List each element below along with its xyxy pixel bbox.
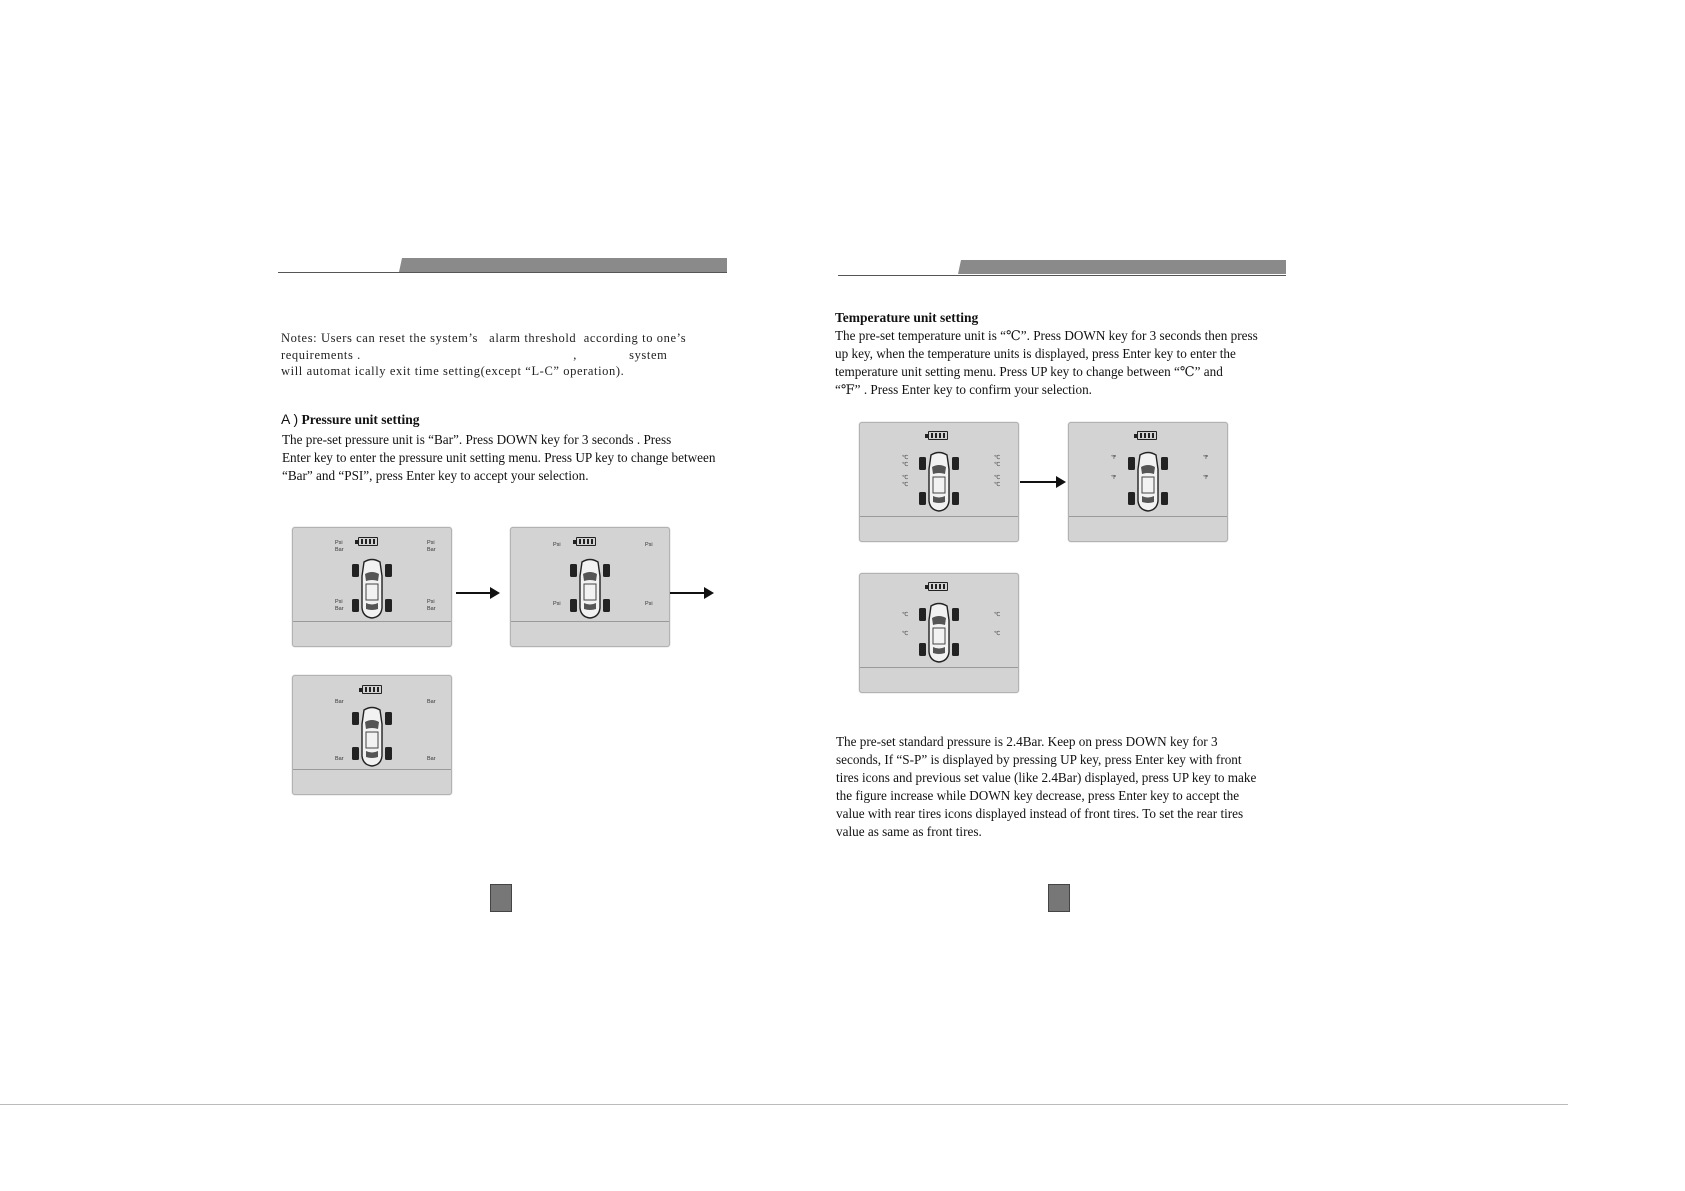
tire-unit-label: ℃ ℃ <box>994 475 1001 488</box>
tire-unit-label: Bar <box>335 756 344 762</box>
section-letter: A ) <box>281 411 299 427</box>
tire-unit-label: ℃ ℃ <box>902 475 909 488</box>
car-top-view-icon <box>352 704 392 768</box>
battery-icon <box>358 537 378 546</box>
lcd-display-psi-bar <box>292 527 452 647</box>
lcd-display-celsius-result <box>859 573 1019 693</box>
display-divider <box>1069 516 1227 517</box>
tire-unit-label: Bar <box>427 756 436 762</box>
lcd-display-psi <box>510 527 670 647</box>
car-top-view-icon <box>352 556 392 620</box>
car-top-view-icon <box>919 449 959 513</box>
section-title: Pressure unit setting <box>301 412 420 427</box>
pressure-unit-heading <box>281 411 420 428</box>
tire-unit-label: ℃ <box>902 612 909 618</box>
right-page <box>784 0 1568 1108</box>
temperature-unit-heading: Temperature unit setting <box>835 310 979 325</box>
battery-icon <box>928 582 948 591</box>
tire-unit-label: Bar <box>335 699 344 705</box>
header-rule <box>278 272 727 273</box>
car-top-view-icon <box>919 600 959 664</box>
bottom-rule <box>0 1104 1568 1105</box>
tire-unit-label: Psi <box>645 542 653 548</box>
tire-unit-label: ℉ <box>1203 475 1209 481</box>
battery-icon <box>576 537 596 546</box>
tire-unit-label: ℃ <box>994 612 1001 618</box>
standard-pressure-paragraph: The pre-set standard pressure is 2.4Bar. Keep on press DOWN key for 3 seconds, If “S-P” is displayed by pressing UP key, press Enter key with front tires icons and previous set value (like 2.4Bar) displayed, press UP key to make the figure increase while DOWN key decrease, press Enter key to accept the value with rear tires icons displayed instead of front tires. To set the rear tires value as same as front tires. <box>836 734 1257 839</box>
battery-icon <box>1137 431 1157 440</box>
display-divider <box>293 621 451 622</box>
page-number-box <box>490 884 512 912</box>
car-top-view-icon <box>1128 449 1168 513</box>
tire-unit-label: ℉ <box>1203 455 1209 461</box>
tire-unit-label: ℃ <box>994 631 1001 637</box>
tire-unit-label: Psi Bar <box>335 540 344 553</box>
tire-unit-label: ℃ ℃ <box>994 455 1001 468</box>
page-number-box <box>1048 884 1070 912</box>
notes-paragraph: Notes: Users can reset the system’s alarm threshold according to one’s requirements . , system will automat ically exit time setting(except “L-C” operation). <box>281 331 687 378</box>
tire-unit-label: Psi <box>553 542 561 548</box>
temperature-unit-paragraph: The pre-set temperature unit is “℃”. Press DOWN key for 3 seconds then press up key, when the temperature units is displayed, press Enter key to enter the temperature unit setting menu. Press UP key to change between “℃” and “℉” . Press Enter key to confirm your selection. <box>835 328 1258 397</box>
tire-unit-label: ℉ <box>1111 455 1117 461</box>
left-page <box>0 0 784 1108</box>
tire-unit-label: ℃ <box>902 631 909 637</box>
tire-unit-label: Psi Bar <box>335 599 344 612</box>
tire-unit-label: Psi Bar <box>427 599 436 612</box>
arrow-icon <box>1020 481 1064 483</box>
tire-unit-label: Psi Bar <box>427 540 436 553</box>
lcd-display-bar <box>292 675 452 795</box>
tire-unit-label: Bar <box>427 699 436 705</box>
battery-icon <box>362 685 382 694</box>
pressure-unit-paragraph: The pre-set pressure unit is “Bar”. Press DOWN key for 3 seconds . Press Enter key to enter the pressure unit setting menu. Press UP key to change between “Bar” and “PSI”, press Enter key to accept your selection. <box>282 432 716 483</box>
tire-unit-label: ℃ ℃ <box>902 455 909 468</box>
tire-unit-label: Psi <box>553 601 561 607</box>
lcd-display-fahrenheit <box>1068 422 1228 542</box>
display-divider <box>860 516 1018 517</box>
arrow-icon <box>670 592 712 594</box>
display-divider <box>293 769 451 770</box>
header-rule <box>838 275 1286 276</box>
arrow-icon <box>456 592 498 594</box>
battery-icon <box>928 431 948 440</box>
display-divider <box>860 667 1018 668</box>
header-bar <box>399 258 727 272</box>
lcd-display-celsius <box>859 422 1019 542</box>
display-divider <box>511 621 669 622</box>
header-bar <box>958 260 1286 274</box>
car-top-view-icon <box>570 556 610 620</box>
tire-unit-label: ℉ <box>1111 475 1117 481</box>
tire-unit-label: Psi <box>645 601 653 607</box>
